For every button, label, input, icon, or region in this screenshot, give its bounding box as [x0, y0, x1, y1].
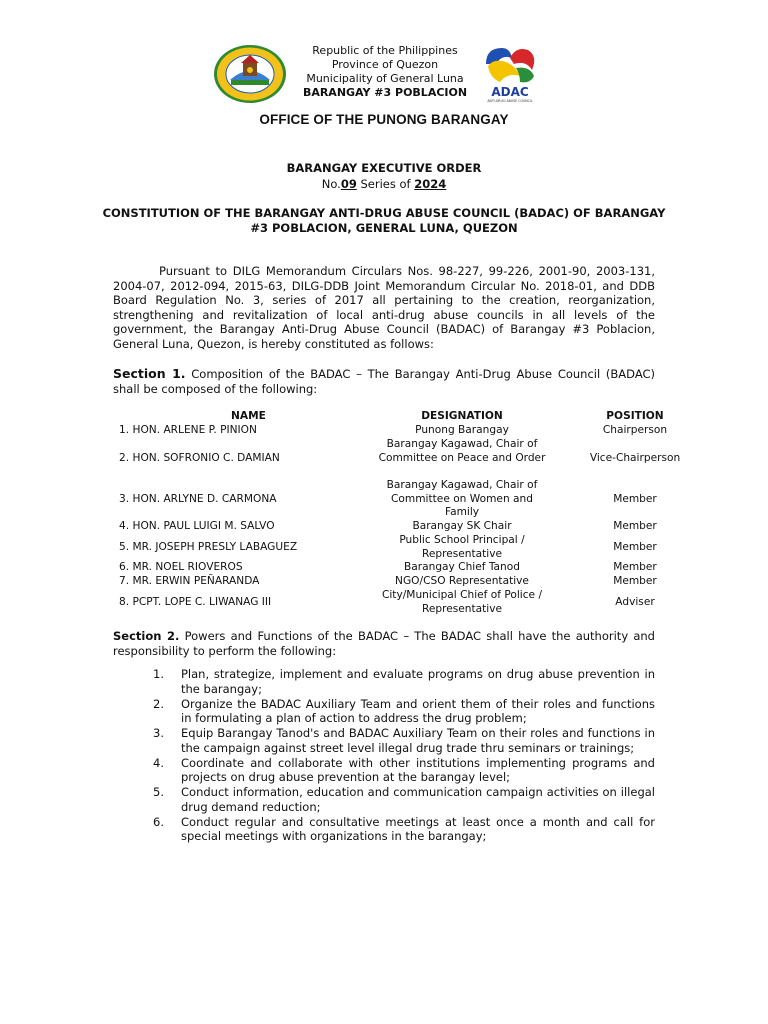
adac-logo-subtext: ANTI-DRUG ABUSE COUNCIL: [487, 99, 533, 103]
section-1: [113, 367, 655, 396]
list-item-number: 4.: [153, 755, 164, 770]
order-series-value: 2024: [414, 177, 447, 191]
letterhead-line-republic: Republic of the Philippines: [312, 44, 458, 57]
list-item-text: Conduct regular and consultative meetings at least once a month and call for special meetings with organizations in the barangay;: [181, 814, 655, 844]
member-designation: Barangay Kagawad, Chair of Committee on Peace and Order: [378, 438, 546, 464]
office-title: OFFICE OF THE PUNONG BARANGAY: [259, 112, 509, 127]
member-name: 7. MR. ERWIN PEÑARANDA: [119, 575, 260, 587]
member-position: Chairperson: [602, 424, 668, 436]
order-no-prefix: No.: [321, 177, 341, 191]
list-item-text: Coordinate and collaborate with other institutions implementing programs and projects on drug abuse prevention at the barangay level;: [181, 755, 655, 785]
list-item-number: 5.: [153, 785, 164, 799]
member-position: Member: [613, 561, 657, 573]
member-position: Member: [613, 575, 657, 587]
member-name: 8. PCPT. LOPE C. LIWANAG III: [119, 596, 272, 608]
adac-logo-label: ADAC: [491, 85, 529, 99]
member-name: 5. MR. JOSEPH PRESLY LABAGUEZ: [119, 541, 298, 553]
executive-order-number: [0, 177, 768, 191]
list-item-text: Conduct information, education and communication campaign activities on illegal drug demand reduction;: [181, 785, 655, 814]
section-2-text: Powers and Functions of the BADAC – The BADAC shall have the authority and responsibility to perform the following:: [113, 629, 655, 658]
member-designation: NGO/CSO Representative: [395, 575, 529, 587]
member-position: Member: [613, 492, 657, 505]
section-2: [113, 629, 655, 658]
order-series-label: Series of: [356, 177, 415, 191]
order-no-value: 09: [340, 177, 357, 191]
letterhead-line-municipality: Municipality of General Luna: [306, 72, 464, 85]
list-item-number: 3.: [153, 726, 164, 740]
section-1-text: Composition of the BADAC – The Barangay Anti-Drug Abuse Council (BADAC) shall be composed of the following:: [113, 367, 655, 396]
letterhead: [280, 44, 490, 100]
section-2-heading: Section 2.: [113, 629, 180, 643]
member-designation: City/Municipal Chief of Police / Representative: [381, 589, 543, 615]
barangay-seal-logo: [213, 44, 287, 104]
letterhead-line-province: Province of Quezon: [331, 58, 439, 71]
member-designation: Barangay SK Chair: [412, 520, 512, 532]
member-designation: Barangay Kagawad, Chair of Committee on Women and Family: [386, 479, 538, 518]
adac-logo: [480, 42, 540, 104]
executive-order-title: BARANGAY EXECUTIVE ORDER: [286, 161, 482, 175]
member-designation: Punong Barangay: [415, 424, 509, 436]
member-position: Adviser: [615, 596, 655, 608]
member-designation: Public School Principal / Representative: [399, 534, 525, 560]
list-item-text: Organize the BADAC Auxiliary Team and orient them of their roles and functions in formulating a plan of action to address the drug problem;: [181, 696, 655, 726]
header-designation: DESIGNATION: [421, 410, 503, 422]
member-name: 3. HON. ARLYNE D. CARMONA: [119, 492, 277, 505]
header-name: NAME: [231, 410, 266, 422]
member-designation: Barangay Chief Tanod: [404, 561, 520, 573]
list-item-number: 2.: [153, 696, 164, 711]
order-subject: CONSTITUTION OF THE BARANGAY ANTI-DRUG ABUSE COUNCIL (BADAC) OF BARANGAY #3 POBLACION, GENERAL LUNA, QUEZON: [102, 206, 666, 235]
preamble-paragraph: Pursuant to DILG Memorandum Circulars Nos. 98-227, 99-226, 2001-90, 2003-131, 2004-07, 2012-094, 2015-63, DILG-DDB Joint Memorandum Circular No. 2018-01, and DDB Board Regulation No. 3, series of 2017 all pertaining to the creation, reorganization, strengthening and revitalization of local anti-drug abuse councils in all levels of the government, the Barangay Anti-Drug Abuse Council (BADAC) of Barangay #3 Poblacion, General Luna, Quezon, is hereby constituted as follows:: [113, 264, 655, 351]
letterhead-line-barangay: BARANGAY #3 POBLACION: [302, 86, 468, 99]
list-item-text: Equip Barangay Tanod's and BADAC Auxiliary Team on their roles and functions in the campaign against street level illegal drug trade thru seminars or trainings;: [181, 726, 655, 755]
list-item-number: 6.: [153, 814, 164, 829]
member-name: 6. MR. NOEL RIOVEROS: [119, 561, 243, 573]
member-name: 2. HON. SOFRONIO C. DAMIAN: [119, 451, 280, 464]
section-1-heading: Section 1.: [113, 366, 186, 381]
member-position: Member: [613, 520, 657, 532]
member-name: 1. HON. ARLENE P. PINION: [119, 424, 257, 436]
member-position: Member: [613, 541, 657, 553]
header-position: POSITION: [606, 410, 664, 422]
member-position: Vice-Chairperson: [589, 451, 681, 464]
list-item-number: 1.: [153, 667, 164, 681]
list-item-text: Plan, strategize, implement and evaluate programs on drug abuse prevention in the barangay;: [181, 667, 655, 696]
member-name: 4. HON. PAUL LUIGI M. SALVO: [119, 520, 275, 532]
